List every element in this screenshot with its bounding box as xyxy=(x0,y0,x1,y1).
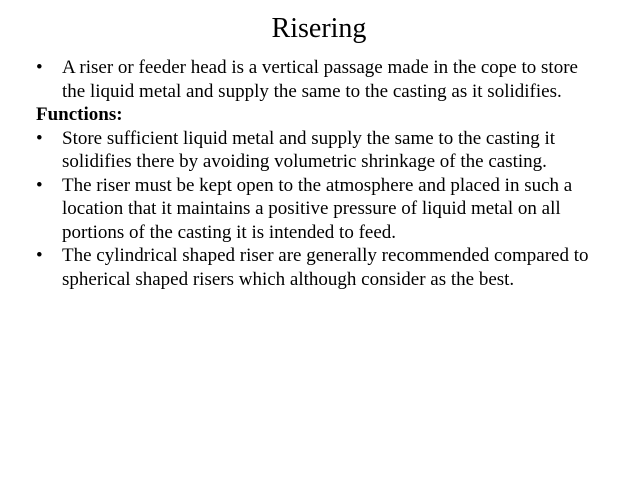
intro-bullet-text: A riser or feeder head is a vertical passage made in the cope to store the liquid metal and supply the same to the casting as it solidifies. xyxy=(62,57,578,102)
bullet-icon: • xyxy=(36,245,43,266)
intro-bullet xyxy=(36,56,596,103)
function-bullet-text: The cylindrical shaped riser are generally recommended compared to spherical shaped risers which although consider as the best. xyxy=(62,245,589,290)
function-bullet-text: The riser must be kept open to the atmosphere and placed in such a location that it maintains a positive pressure of liquid metal on all portions of the casting it is intended to feed. xyxy=(62,174,573,243)
functions-heading: Functions: xyxy=(36,104,123,125)
slide-title: Risering xyxy=(271,13,367,44)
function-bullet-text: Store sufficient liquid metal and supply the same to the casting it solidifies there by avoiding volumetric shrinkage of the casting. xyxy=(62,127,556,172)
bullet-icon: • xyxy=(36,174,43,196)
slide-content xyxy=(36,56,596,291)
function-bullet-1 xyxy=(36,127,596,174)
bullet-icon: • xyxy=(36,57,43,78)
function-bullet-3 xyxy=(36,244,596,291)
function-bullet-2 xyxy=(36,174,596,245)
bullet-icon: • xyxy=(36,127,43,149)
